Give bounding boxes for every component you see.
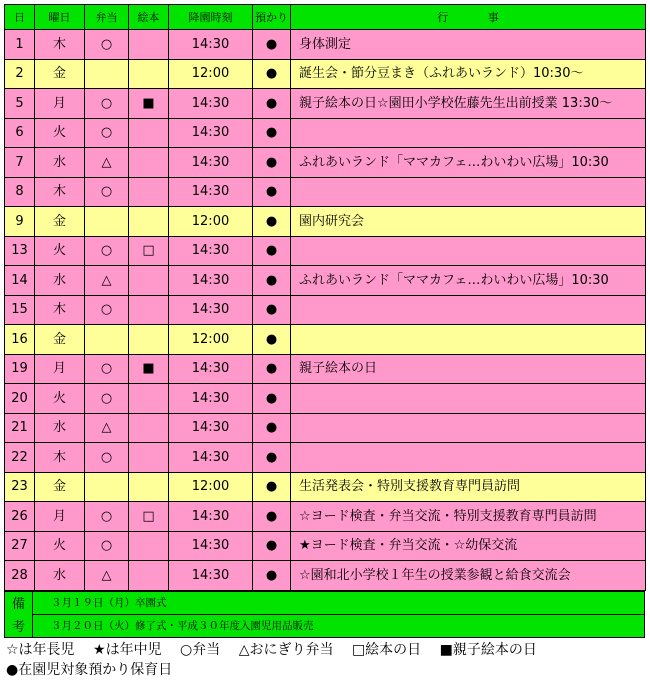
table-row (5, 59, 646, 89)
cell-event (291, 384, 646, 414)
cell-weekday: 木 (35, 295, 85, 325)
table-row (5, 413, 646, 443)
table-row (5, 89, 646, 119)
cell-event: ふれあいランド「ママカフェ…わいわい広場」10:30 (291, 148, 646, 178)
cell-lunch: △ (85, 561, 129, 591)
cell-picturebook (129, 148, 169, 178)
legend-item: ○弁当 (180, 641, 221, 658)
cell-day: 19 (5, 354, 35, 384)
cell-lunch: ○ (85, 177, 129, 207)
cell-day: 15 (5, 295, 35, 325)
cell-lunch: ○ (85, 89, 129, 119)
cell-dismissal-time: 14:30 (169, 561, 253, 591)
table-row (5, 502, 646, 532)
cell-day: 27 (5, 531, 35, 561)
legend (4, 640, 645, 680)
header-row (5, 5, 646, 30)
table-row (5, 148, 646, 178)
cell-care: ● (253, 413, 291, 443)
cell-lunch: ○ (85, 295, 129, 325)
legend-item: ■親子絵本の日 (439, 641, 537, 658)
cell-care: ● (253, 295, 291, 325)
cell-care: ● (253, 266, 291, 296)
cell-weekday: 火 (35, 384, 85, 414)
cell-day: 26 (5, 502, 35, 532)
cell-event (291, 118, 646, 148)
notes-label-bottom: 考 (5, 614, 33, 637)
cell-weekday: 金 (35, 207, 85, 237)
cell-picturebook (129, 118, 169, 148)
cell-day: 9 (5, 207, 35, 237)
cell-weekday: 月 (35, 502, 85, 532)
cell-care: ● (253, 325, 291, 355)
legend-line-1 (6, 640, 645, 660)
cell-picturebook (129, 177, 169, 207)
cell-event: 親子絵本の日 (291, 354, 646, 384)
cell-weekday: 水 (35, 561, 85, 591)
cell-weekday: 水 (35, 413, 85, 443)
cell-event (291, 325, 646, 355)
cell-dismissal-time: 14:30 (169, 354, 253, 384)
cell-event: ☆ヨード検査・弁当交流・特別支援教育専門員訪問 (291, 502, 646, 532)
cell-weekday: 水 (35, 266, 85, 296)
cell-care: ● (253, 30, 291, 60)
cell-lunch (85, 59, 129, 89)
cell-day: 14 (5, 266, 35, 296)
cell-picturebook (129, 30, 169, 60)
cell-dismissal-time: 14:30 (169, 30, 253, 60)
cell-lunch: ○ (85, 384, 129, 414)
cell-event: 生活発表会・特別支援教育専門員訪問 (291, 472, 646, 502)
table-row (5, 384, 646, 414)
cell-dismissal-time: 14:30 (169, 443, 253, 473)
header-picturebook: 絵本 (129, 5, 169, 30)
table-row (5, 354, 646, 384)
cell-event: ふれあいランド「ママカフェ…わいわい広場」10:30 (291, 266, 646, 296)
cell-picturebook (129, 384, 169, 414)
cell-picturebook: □ (129, 236, 169, 266)
cell-event: ★ヨード検査・弁当交流・☆幼保交流 (291, 531, 646, 561)
cell-care: ● (253, 502, 291, 532)
cell-lunch (85, 472, 129, 502)
cell-lunch: △ (85, 266, 129, 296)
cell-dismissal-time: 12:00 (169, 59, 253, 89)
cell-day: 5 (5, 89, 35, 119)
table-row (5, 472, 646, 502)
legend-item: ★は年中児 (93, 641, 162, 658)
cell-event: 親子絵本の日☆園田小学校佐藤先生出前授業 13:30～ (291, 89, 646, 119)
cell-care: ● (253, 207, 291, 237)
cell-day: 1 (5, 30, 35, 60)
cell-day: 20 (5, 384, 35, 414)
table-row (5, 177, 646, 207)
cell-picturebook (129, 561, 169, 591)
cell-lunch: △ (85, 148, 129, 178)
cell-dismissal-time: 14:30 (169, 177, 253, 207)
cell-lunch: ○ (85, 236, 129, 266)
cell-picturebook (129, 531, 169, 561)
cell-day: 8 (5, 177, 35, 207)
cell-weekday: 木 (35, 443, 85, 473)
notes-label-top: 備 (5, 591, 33, 614)
cell-weekday: 火 (35, 531, 85, 561)
cell-day: 6 (5, 118, 35, 148)
table-row (5, 295, 646, 325)
cell-dismissal-time: 14:30 (169, 502, 253, 532)
cell-care: ● (253, 531, 291, 561)
cell-dismissal-time: 14:30 (169, 531, 253, 561)
cell-day: 23 (5, 472, 35, 502)
cell-event (291, 295, 646, 325)
legend-item: △おにぎり弁当 (238, 641, 334, 658)
cell-event: 園内研究会 (291, 207, 646, 237)
legend-line-2: ●在園児対象預かり保育日 (6, 661, 173, 678)
cell-weekday: 金 (35, 472, 85, 502)
table-row (5, 207, 646, 237)
header-lunch: 弁当 (85, 5, 129, 30)
cell-lunch (85, 325, 129, 355)
cell-care: ● (253, 384, 291, 414)
schedule-sheet (4, 4, 645, 680)
table-row (5, 531, 646, 561)
cell-weekday: 金 (35, 59, 85, 89)
cell-picturebook (129, 443, 169, 473)
cell-event: ☆園和北小学校１年生の授業参観と給食交流会 (291, 561, 646, 591)
cell-picturebook (129, 325, 169, 355)
cell-picturebook (129, 413, 169, 443)
cell-event: 誕生会・節分豆まき（ふれあいランド）10:30～ (291, 59, 646, 89)
cell-care: ● (253, 472, 291, 502)
cell-picturebook: □ (129, 502, 169, 532)
cell-event (291, 177, 646, 207)
cell-day: 7 (5, 148, 35, 178)
cell-weekday: 金 (35, 325, 85, 355)
cell-dismissal-time: 12:00 (169, 325, 253, 355)
cell-lunch: ○ (85, 30, 129, 60)
legend-item: □絵本の日 (351, 641, 422, 658)
cell-lunch (85, 207, 129, 237)
cell-day: 13 (5, 236, 35, 266)
notes-row (5, 614, 645, 637)
header-weekday: 曜日 (35, 5, 85, 30)
schedule-body (5, 30, 646, 591)
cell-lunch: ○ (85, 502, 129, 532)
cell-weekday: 木 (35, 177, 85, 207)
cell-weekday: 月 (35, 354, 85, 384)
cell-picturebook (129, 207, 169, 237)
cell-weekday: 木 (35, 30, 85, 60)
cell-day: 22 (5, 443, 35, 473)
cell-picturebook (129, 472, 169, 502)
cell-dismissal-time: 14:30 (169, 236, 253, 266)
cell-lunch: ○ (85, 118, 129, 148)
cell-weekday: 月 (35, 89, 85, 119)
cell-weekday: 火 (35, 118, 85, 148)
table-row (5, 443, 646, 473)
cell-picturebook: ■ (129, 354, 169, 384)
cell-weekday: 水 (35, 148, 85, 178)
cell-care: ● (253, 236, 291, 266)
cell-day: 2 (5, 59, 35, 89)
legend-item: ☆は年長児 (6, 641, 75, 658)
table-row (5, 561, 646, 591)
cell-dismissal-time: 14:30 (169, 413, 253, 443)
cell-event: 身体測定 (291, 30, 646, 60)
cell-lunch: △ (85, 413, 129, 443)
notes-line-1: ３月１９日（月）卒園式 (33, 591, 645, 614)
notes-row (5, 591, 645, 614)
cell-dismissal-time: 14:30 (169, 148, 253, 178)
notes-table (4, 591, 645, 638)
cell-care: ● (253, 561, 291, 591)
cell-event (291, 236, 646, 266)
schedule-table (4, 4, 646, 591)
cell-care: ● (253, 59, 291, 89)
header-events: 行 事 (291, 5, 646, 30)
table-row (5, 325, 646, 355)
cell-care: ● (253, 118, 291, 148)
cell-lunch: ○ (85, 531, 129, 561)
cell-day: 21 (5, 413, 35, 443)
table-row (5, 118, 646, 148)
header-dismissal: 降園時刻 (169, 5, 253, 30)
cell-dismissal-time: 14:30 (169, 384, 253, 414)
cell-day: 16 (5, 325, 35, 355)
cell-dismissal-time: 14:30 (169, 118, 253, 148)
cell-dismissal-time: 14:30 (169, 266, 253, 296)
cell-event (291, 443, 646, 473)
cell-lunch: ○ (85, 354, 129, 384)
cell-care: ● (253, 443, 291, 473)
cell-picturebook (129, 295, 169, 325)
cell-dismissal-time: 12:00 (169, 207, 253, 237)
cell-dismissal-time: 14:30 (169, 89, 253, 119)
cell-care: ● (253, 89, 291, 119)
table-row (5, 30, 646, 60)
header-care: 預かり (253, 5, 291, 30)
cell-care: ● (253, 148, 291, 178)
cell-day: 28 (5, 561, 35, 591)
header-day: 日 (5, 5, 35, 30)
cell-care: ● (253, 177, 291, 207)
cell-picturebook (129, 266, 169, 296)
cell-picturebook (129, 59, 169, 89)
cell-event (291, 413, 646, 443)
table-row (5, 266, 646, 296)
cell-picturebook: ■ (129, 89, 169, 119)
table-row (5, 236, 646, 266)
notes-line-2: ３月２０日（火）修了式・平成３０年度入園児用品販売 (33, 614, 645, 637)
cell-care: ● (253, 354, 291, 384)
cell-dismissal-time: 14:30 (169, 295, 253, 325)
cell-dismissal-time: 12:00 (169, 472, 253, 502)
cell-weekday: 火 (35, 236, 85, 266)
cell-lunch: ○ (85, 443, 129, 473)
